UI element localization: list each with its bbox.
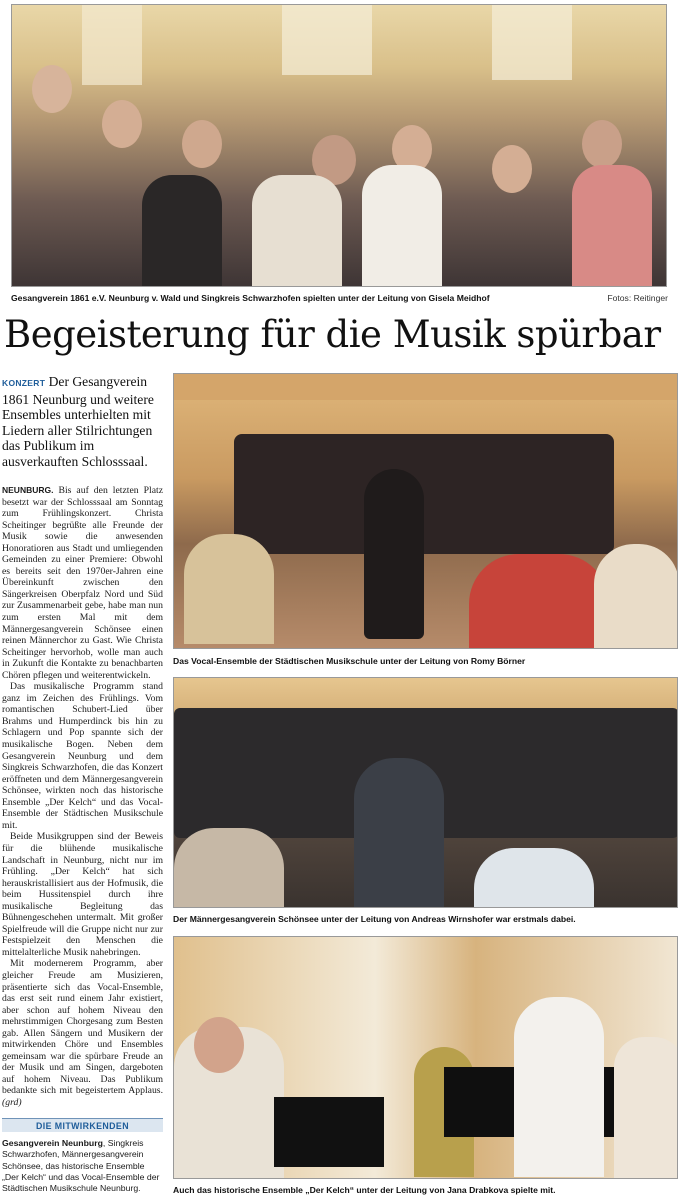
vocal-ensemble-caption: Das Vocal-Ensemble der Städtischen Musikschule unter der Leitung von Romy Börner bbox=[173, 656, 526, 666]
dateline: NEUNBURG. bbox=[2, 485, 54, 495]
article-body bbox=[2, 485, 163, 1109]
top-photo-caption: Gesangverein 1861 e.V. Neunburg v. Wald und Singkreis Schwarzhofen spielten unter der Leitung von Gisela Meidhof bbox=[11, 293, 490, 303]
article-paragraph: Beide Musikgruppen sind der Beweis für die blühende musikalische Landschaft in Neunburg, nicht nur im Frühling. „Der Kelch“ hat sich herauskristallisiert aus der Hofmusik, die beim Hussitenspiel durch ihre musikalische Begleitung das Bühnengeschehen untermalt. Mit großer Spielfreude will die Gruppe nicht nur zur Festspielzeit den Menschen die mittelalterliche Musik nahebringen. bbox=[2, 831, 163, 958]
article-paragraph: Mit modernerem Programm, aber gleicher Freude am Musizieren, präsentierte sich das Vocal-Ensemble, das erst seit rund einem Jahr existiert, aber schon auf hohem Niveau den mehrstimmigen Chorgesang zum Besten gab. Allen Sängern und Musikern der mitwirkenden Chöre und Ensembles gemeinsam war die spürbare Freude an der Musik und am Singen, dargeboten auf hohem Niveau. Das Publikum bedankte sich mit begeistertem Applaus. (grd) bbox=[2, 958, 163, 1108]
male-choir-photo bbox=[173, 677, 678, 908]
article-paragraph: NEUNBURG. Bis auf den letzten Platz besetzt war der Schlosssaal am Sonntag zum Frühlingskonzert. Christa Scheitinger begrüßte alle Freunde der Musik sowie die anwesenden Honoratioren aus Stadt und umliegenden Gemeinden zu einer Premiere: Obwohl es bereits seit den 1970er-Jahren eine Übereinkunft zwischen den Sängerkreisen Oberpfalz Nord und Süd zur Zusammenarbeit gebe, habe man nun zum ersten Mal mit dem Männergesangverein Schönsee einen reinen Männerchor zu Gast. Wie Christa Scheitinger hervorhob, wolle man auch in Zukunft die Kontakte zu benachbarten Chören pflegen und weiterentwickeln. bbox=[2, 485, 164, 681]
lead-text: Der Gesangverein 1861 Neunburg und weitere Ensembles unterhielten mit Liedern aller Stilrichtungen das Publikum im ausverkauften Schlosssaal. bbox=[2, 374, 154, 469]
participants-text: , Singkreis Schwarzhofen, Männergesangverein Schönsee, das historische Ensemble „Der Kelch“ und das Vocal-Ensemble der Städtischen Musikschule Neunburg. bbox=[2, 1138, 160, 1194]
article-paragraph: Das musikalische Programm stand ganz im Zeichen des Frühlings. Vom romantischen Schubert-Lied über Brahms und Humperdinck bis hin zu Schlagern und Pop spannte sich der musikalische Bogen. Neben dem Gesangverein Neunburg und dem Singkreis Schwarzhofen, die das Konzert eröffneten und dem Männergesangverein Schönsee, wirkten noch das historische Ensemble „Der Kelch“ und das Vocal-Ensemble der Städtischen Musikschule mit. bbox=[2, 681, 163, 831]
choir-photo-top bbox=[11, 4, 667, 287]
article-headline: Begeisterung für die Musik spürbar bbox=[4, 313, 661, 356]
vocal-ensemble-photo bbox=[173, 373, 678, 649]
male-choir-caption: Der Männergesangverein Schönsee unter der Leitung von Andreas Wirnshofer war erstmals dabei. bbox=[173, 914, 576, 924]
participants-lead: Gesangverein Neunburg bbox=[2, 1138, 103, 1148]
photo-credit: Fotos: Reitinger bbox=[607, 293, 668, 303]
article-lead bbox=[2, 374, 167, 470]
participants-box-title: DIE MITWIRKENDEN bbox=[2, 1118, 163, 1132]
der-kelch-caption: Auch das historische Ensemble „Der Kelch“ unter der Leitung von Jana Drabkova spielte mit. bbox=[173, 1185, 556, 1195]
participants-box bbox=[2, 1138, 163, 1194]
der-kelch-photo bbox=[173, 936, 678, 1179]
author-tag: (grd) bbox=[2, 1096, 22, 1108]
article-kicker: KONZERT bbox=[2, 378, 46, 388]
